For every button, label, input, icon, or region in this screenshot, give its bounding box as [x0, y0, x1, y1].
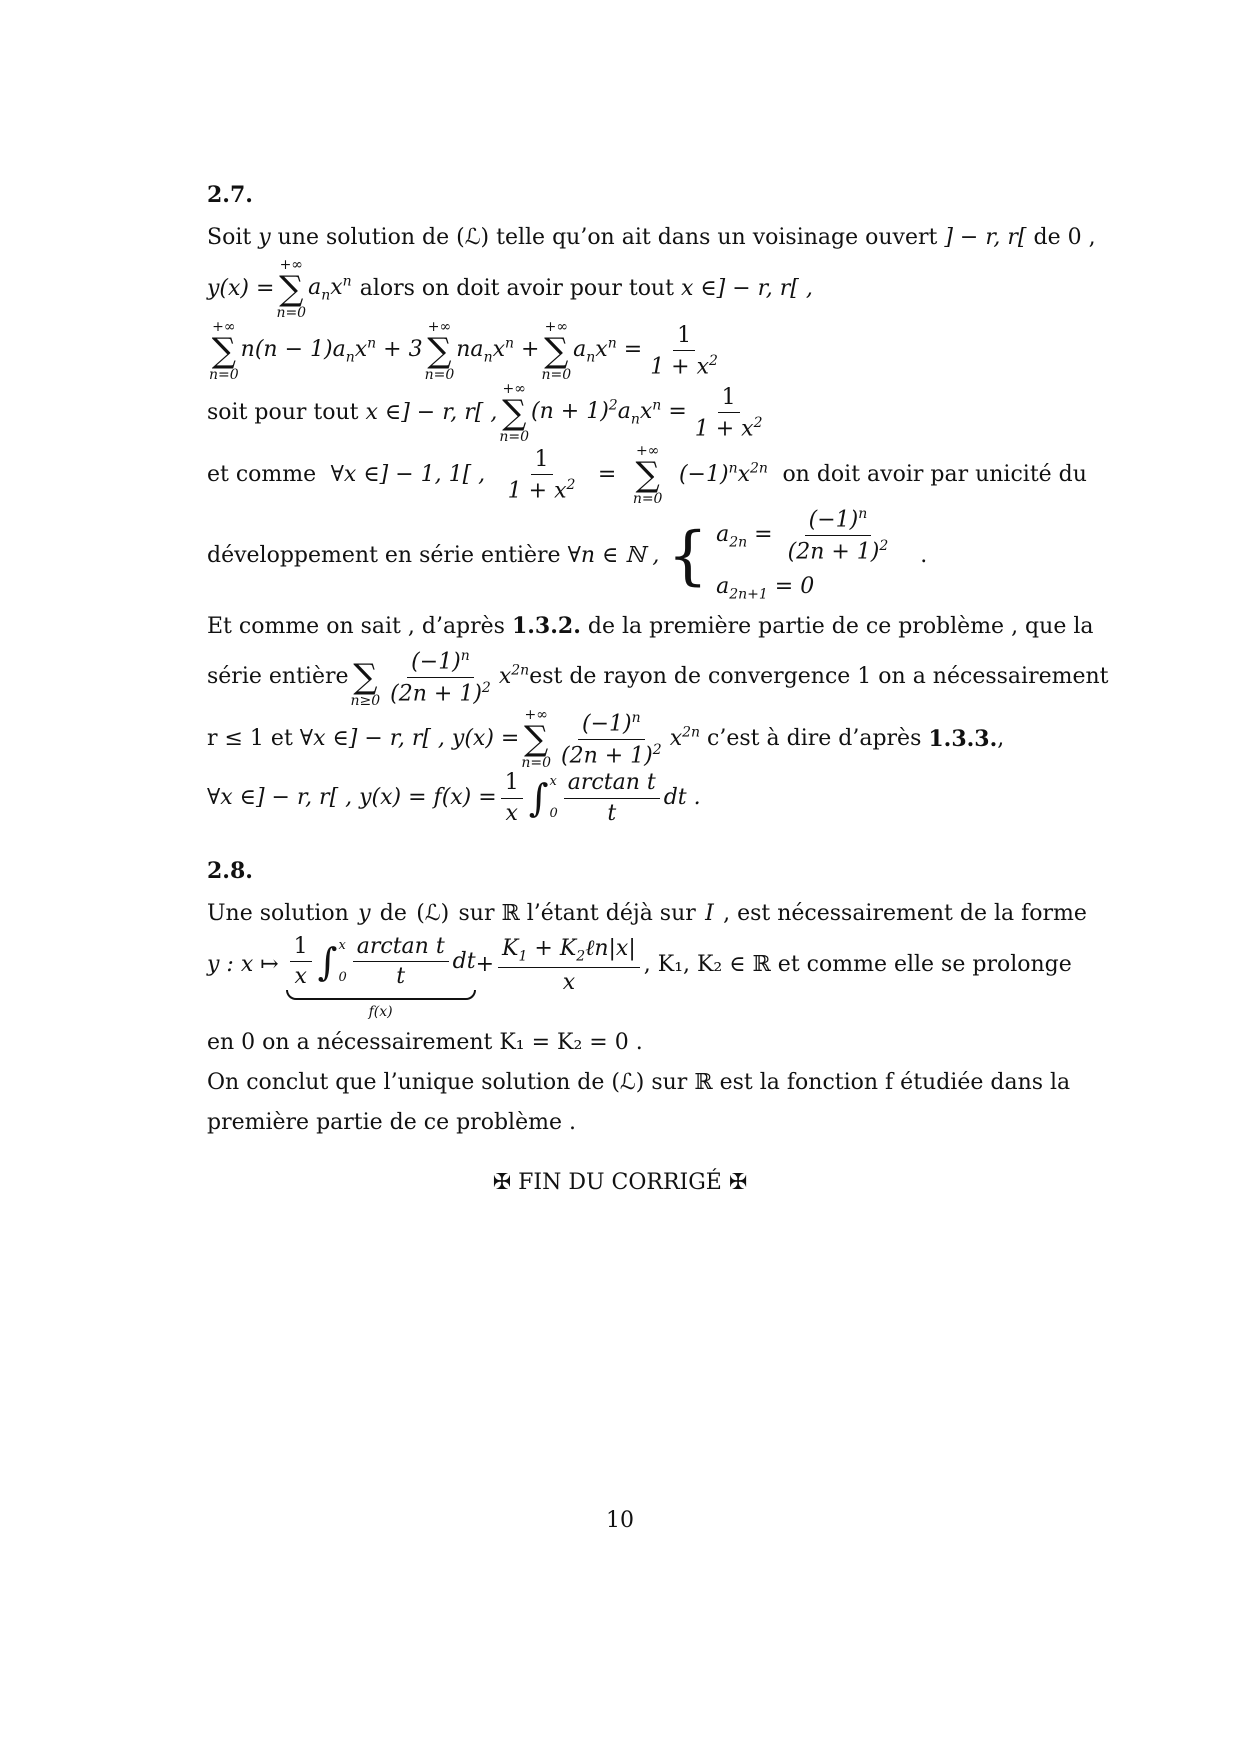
- end-marker: ✠ FIN DU CORRIGÉ ✠: [492, 1170, 748, 1195]
- fraction: $\frac{1}{1 + x^2}$: [650, 322, 718, 380]
- text-fragment: , est nécessairement de la forme: [723, 901, 1087, 927]
- section-heading: 2.7.: [207, 182, 253, 208]
- equation-system: { $a_{2n}$ = $\frac{(-1)^n}{(2n + 1)^2}$ $a_{2n+1} = 0$: [667, 506, 889, 603]
- fraction: $\frac{1}{x}$: [501, 770, 523, 826]
- math: $a_nx^n$ =: [573, 335, 643, 366]
- text-fragment: Et comme on sait , d’après: [207, 613, 505, 639]
- fraction: $\frac{\text{arctan t}}{t}$: [564, 770, 660, 826]
- math: ∀x ∈] − r, r[ , y(x) =: [292, 726, 520, 752]
- paragraph-line: [207, 444, 1087, 506]
- paragraph-line: [207, 1103, 1087, 1143]
- paragraph-line: [207, 894, 1087, 934]
- reference: 1.3.3.: [928, 726, 998, 753]
- reference: 1.3.2.: [511, 612, 581, 639]
- fraction: $\frac{1}{1 + x^2}$: [694, 384, 763, 442]
- paragraph-line: [207, 258, 1087, 320]
- fraction: $\frac{1}{1 + x^2}$: [507, 446, 576, 504]
- underbrace-label: f(x): [368, 1003, 393, 1020]
- math: $(n + 1)^2a_nx^n$ =: [531, 397, 687, 428]
- paragraph-line: [207, 606, 1094, 646]
- equation-line: y : x ↦ $\frac{1}{x}$ ∫ x 0 $\frac{\text{arctan t}}{t}$ dt f(x) + $\frac{K_1 + K_2\ell n|x|}{x}$ , K₁, K₂ ∈ ℝ et comme elle se prolonge: [207, 934, 1087, 1023]
- text-fragment: une solution de: [277, 225, 450, 251]
- text-fragment: ,: [997, 726, 1005, 752]
- paragraph-line: [207, 1023, 1087, 1063]
- fraction: $\frac{(-1)^n}{(2n + 1)^2}$: [561, 710, 662, 769]
- math: $x^{2n}$: [498, 663, 530, 690]
- fraction: $\frac{K_1 + K_2\ell n|x|}{x}$: [498, 936, 640, 995]
- paragraph-line: [207, 646, 1109, 710]
- text-fragment: première partie de ce problème .: [207, 1110, 576, 1136]
- summation: ∑ n≥0: [350, 657, 381, 710]
- math: $n(n - 1)a_nx^n + 3$: [240, 335, 423, 366]
- text: [207, 221, 1096, 255]
- equation-line: [207, 320, 1087, 382]
- summation: +∞ ∑ n=0: [521, 707, 552, 772]
- text-fragment: On conclut que l’unique solution de (ℒ) sur ℝ est la fonction f étudiée dans la: [207, 1070, 1071, 1096]
- text-fragment: de: [379, 901, 407, 927]
- summation: +∞ ∑ n=0: [424, 319, 455, 384]
- summation: +∞ ∑ n=0: [541, 319, 572, 384]
- summation: +∞ ∑ n=0: [276, 257, 307, 322]
- section-heading: 2.8.: [207, 858, 253, 885]
- math: $a_nx^n$: [308, 273, 352, 304]
- text-fragment: développement en série entière: [207, 543, 561, 569]
- math: ] − r, r[: [944, 225, 1034, 251]
- paragraph-line: développement en série entière ∀n ∈ ℕ , { $a_{2n}$ = $\frac{(-1)^n}{(2n + 1)^2}$ $a_{2n+1} = 0$ .: [207, 506, 1087, 606]
- math: x ∈] − r, r[ ,: [358, 400, 498, 426]
- text-fragment: en 0 on a nécessairement K₁ = K₂ = 0 .: [207, 1030, 643, 1056]
- text-fragment: alors on doit avoir pour tout: [359, 276, 674, 302]
- text-fragment: soit pour tout: [207, 400, 359, 426]
- fraction: $\frac{(-1)^n}{(2n + 1)^2}$: [390, 648, 491, 707]
- math: (ℒ): [416, 901, 450, 927]
- page-content: [207, 160, 1109, 1143]
- summation: +∞ ∑ n=0: [632, 443, 663, 508]
- paragraph-line: [207, 382, 1087, 444]
- math: ∀x ∈] − r, r[ , y(x) = f(x) =: [207, 785, 497, 811]
- text-fragment: de la première partie de ce problème , que la: [587, 613, 1094, 639]
- paragraph-line: [207, 218, 1096, 258]
- math: y: [258, 225, 278, 251]
- math: dt .: [663, 785, 701, 811]
- math: y: [358, 901, 371, 927]
- text-fragment: , K₁, K₂ ∈ ℝ et comme elle se prolonge: [643, 952, 1072, 978]
- math: x ∈] − r, r[ ,: [673, 276, 813, 302]
- page-number: 10: [606, 1508, 634, 1533]
- text-fragment: Soit: [207, 225, 252, 251]
- text-fragment: est de rayon de convergence 1 on a nécessairement: [529, 664, 1109, 690]
- math: I: [705, 901, 714, 927]
- underbrace: $\frac{1}{x}$ ∫ x 0 $\frac{\text{arctan t}}{t}$ dt f(x): [286, 934, 476, 1023]
- text-fragment: Une solution: [207, 901, 349, 927]
- text-fragment: série entière: [207, 664, 349, 690]
- equation-line: [207, 770, 1087, 826]
- math: (ℒ): [456, 225, 497, 251]
- math: $x^{2n}$: [669, 725, 701, 752]
- text-fragment: et comme: [207, 462, 317, 488]
- paragraph-line: [207, 708, 1087, 770]
- math: $(-1)^nx^{2n}$: [678, 460, 768, 488]
- text-fragment: telle qu’on ait dans un voisinage ouvert: [496, 225, 938, 251]
- math: y : x ↦: [207, 952, 286, 978]
- math: ∀n ∈ ℕ ,: [560, 543, 660, 569]
- integral: ∫ x 0: [528, 774, 558, 822]
- summation: +∞ ∑ n=0: [499, 381, 530, 446]
- summation: +∞ ∑ n=0: [209, 319, 239, 384]
- text-fragment: on doit avoir par unicité du: [782, 462, 1087, 488]
- math: y(x) =: [207, 276, 275, 302]
- text-fragment: c’est à dire d’après: [707, 726, 922, 752]
- text-fragment: r ≤ 1 et: [207, 726, 293, 752]
- text-fragment: de 0 ,: [1033, 225, 1096, 251]
- math: ∀x ∈] − 1, 1[ ,: [330, 462, 486, 488]
- paragraph-line: [207, 1063, 1087, 1103]
- math: =: [597, 462, 617, 488]
- math: $na_nx^n$ +: [456, 335, 540, 366]
- text-fragment: sur ℝ l’étant déjà sur: [458, 901, 696, 927]
